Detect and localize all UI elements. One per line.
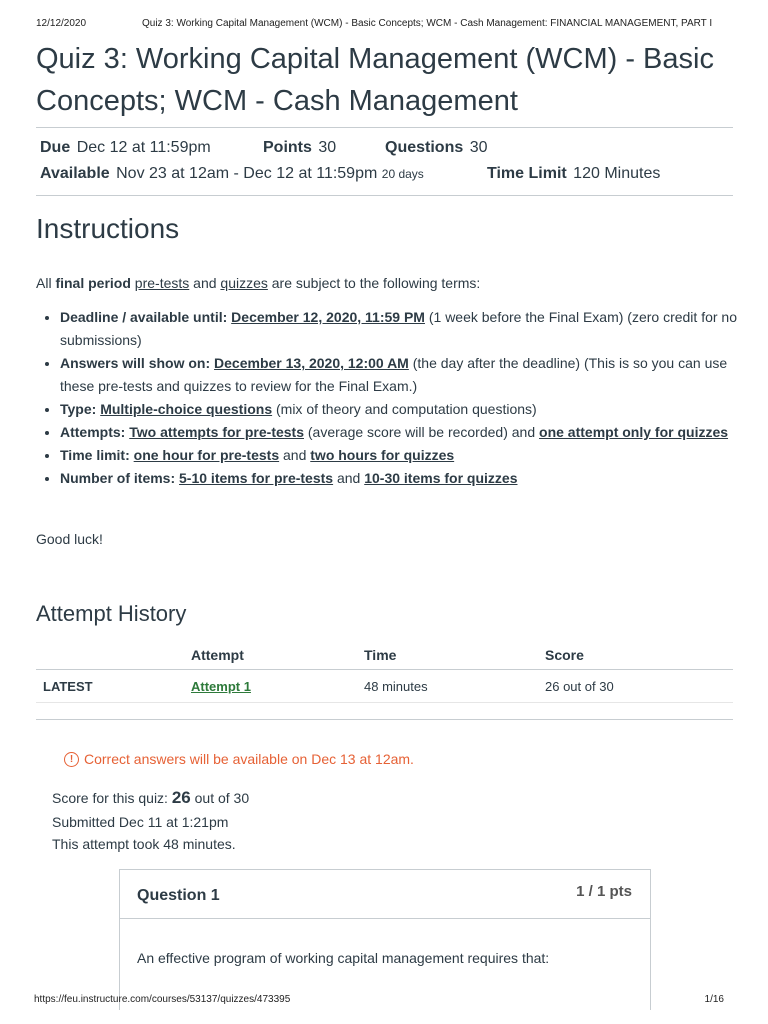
attempt-history-heading: Attempt History — [36, 601, 187, 626]
answers-notice — [64, 751, 414, 767]
term-value-2: 10-30 items for quizzes — [364, 470, 518, 486]
term-mid: (average score will be recorded) and — [304, 424, 540, 440]
terms-list — [36, 306, 760, 490]
column-header: Score — [538, 641, 733, 670]
due-value: Dec 12 at 11:59pm — [76, 139, 211, 156]
term-label: Type: — [60, 401, 97, 417]
term-rest: (the day after the deadline) (This is so you can use these pre-tests and quizzes to review for the Final Exam.) — [60, 355, 728, 394]
term-attempts — [60, 421, 760, 444]
print-url: https://feu.instructure.com/courses/53137/quizzes/473395 — [34, 994, 291, 1005]
term-deadline — [60, 306, 760, 352]
available-label: Available — [40, 165, 110, 182]
intro-text: All — [36, 275, 56, 291]
points-value: 30 — [318, 139, 337, 156]
score-cell: 26 out of 30 — [538, 670, 733, 703]
term-label: Deadline / available until: — [60, 309, 228, 325]
page-title: Quiz 3: Working Capital Management (WCM) - Basic Concepts; WCM - Cash Management — [36, 43, 714, 117]
available-meta — [40, 165, 424, 183]
time-limit-value: 120 Minutes — [573, 165, 661, 182]
question-header — [120, 870, 650, 919]
term-rest: (mix of theory and computation questions) — [272, 401, 537, 417]
column-header — [36, 641, 184, 670]
column-header: Attempt — [184, 641, 357, 670]
term-value-2: one attempt only for quizzes — [539, 424, 729, 440]
score-line — [52, 788, 249, 808]
closing-text: Good luck! — [36, 531, 103, 547]
time-cell: 48 minutes — [357, 670, 538, 703]
table-row — [36, 670, 733, 703]
term-value: December 13, 2020, 12:00 AM — [214, 355, 409, 371]
intro-pretests: pre-tests — [134, 275, 190, 291]
points-meta — [263, 139, 336, 157]
term-items — [60, 467, 760, 490]
print-date: 12/12/2020 — [36, 18, 87, 29]
score-suffix: out of 30 — [194, 790, 250, 806]
question-card — [119, 869, 651, 1010]
print-title: Quiz 3: Working Capital Management (WCM) - Basic Concepts; WCM - Cash Management: FINANCIAL MANAGEMENT, PART I — [142, 18, 713, 29]
attempt-link[interactable]: Attempt 1 — [191, 678, 251, 694]
quiz-meta-row-1 — [40, 139, 211, 157]
intro-quizzes: quizzes — [220, 275, 268, 291]
notice-text: Correct answers will be available on Dec 13 at 12am. — [84, 751, 414, 767]
due-label: Due — [40, 139, 71, 156]
intro-bold: final period — [55, 275, 131, 291]
term-label: Attempts: — [60, 424, 126, 440]
attempt-history-table — [36, 641, 733, 703]
points-label: Points — [263, 139, 312, 156]
latest-tag: LATEST — [36, 670, 184, 703]
table-header-row — [36, 641, 733, 670]
instructions-intro — [36, 275, 480, 291]
term-answers — [60, 352, 760, 398]
term-time-limit — [60, 444, 760, 467]
term-value: December 12, 2020, 11:59 PM — [231, 309, 425, 325]
term-label: Number of items: — [60, 470, 176, 486]
duration-line: This attempt took 48 minutes. — [52, 836, 236, 852]
divider — [36, 127, 733, 128]
term-value-2: two hours for quizzes — [310, 447, 455, 463]
term-label: Answers will show on: — [60, 355, 211, 371]
score-value: 26 — [171, 788, 191, 807]
questions-label: Questions — [385, 139, 464, 156]
instructions-heading: Instructions — [36, 213, 180, 244]
term-value: 5-10 items for pre-tests — [179, 470, 334, 486]
available-days: 20 days — [381, 167, 424, 181]
time-limit-meta — [487, 165, 660, 183]
warning-icon: ! — [64, 752, 79, 767]
attempt-cell — [184, 670, 357, 703]
divider — [36, 195, 733, 196]
divider — [36, 719, 733, 720]
submitted-line: Submitted Dec 11 at 1:21pm — [52, 814, 229, 830]
term-mid: and — [279, 447, 311, 463]
term-value: Multiple-choice questions — [100, 401, 273, 417]
page-number: 1/16 — [704, 994, 724, 1005]
question-text: An effective program of working capital management requires that: — [137, 950, 550, 966]
column-header: Time — [357, 641, 538, 670]
term-value: one hour for pre-tests — [133, 447, 280, 463]
term-type — [60, 398, 760, 421]
question-points: 1 / 1 pts — [576, 883, 632, 900]
questions-meta — [385, 139, 487, 157]
time-limit-label: Time Limit — [487, 165, 567, 182]
term-rest: (1 week before the Final Exam) (zero credit for no submissions) — [60, 309, 737, 348]
question-title: Question 1 — [137, 887, 220, 904]
intro-and: and — [189, 275, 221, 291]
questions-value: 30 — [469, 139, 488, 156]
term-value: Two attempts for pre-tests — [129, 424, 304, 440]
intro-rest: are subject to the following terms: — [267, 275, 481, 291]
term-mid: and — [333, 470, 365, 486]
term-label: Time limit: — [60, 447, 130, 463]
score-label: Score for this quiz: — [52, 790, 168, 806]
available-value: Nov 23 at 12am - Dec 12 at 11:59pm — [116, 165, 378, 182]
